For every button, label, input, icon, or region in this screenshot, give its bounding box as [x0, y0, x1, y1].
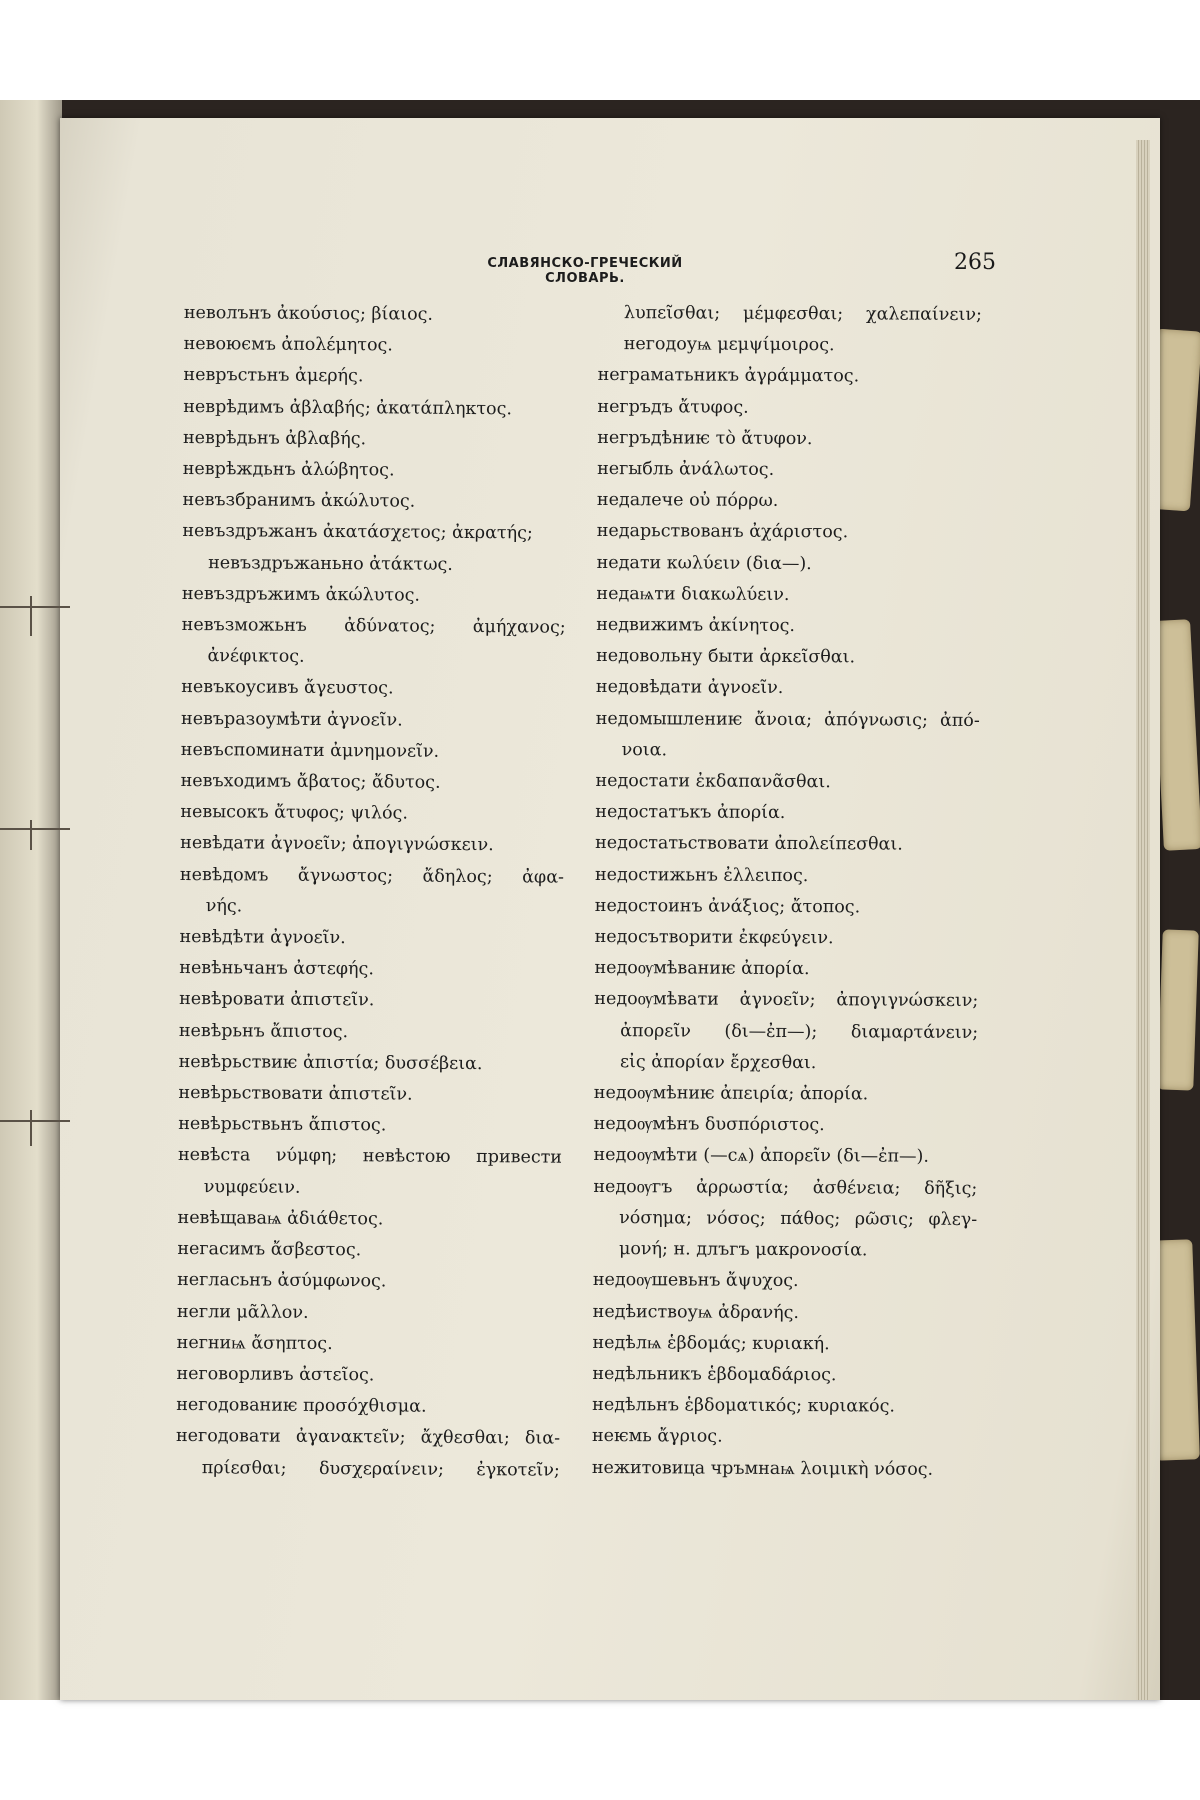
page-edge-stack — [1136, 140, 1150, 1700]
entry-continuation-line: πρίεσθαι; δυσχεραίνειν; ἐγκοτεῖν; — [201, 1457, 560, 1481]
entry-continuation-line: νοια. — [621, 739, 668, 761]
dictionary-entry: недати κωλύειν (δια—). — [596, 552, 812, 574]
dictionary-entry: недоѹмѣниѥ ἀπειρία; ἀπορία. — [593, 1083, 869, 1105]
dictionary-entry: недоѹмѣнъ δυσπόριστος. — [593, 1114, 825, 1136]
dictionary-entry: недостатъкъ ἀπορία. — [595, 802, 786, 824]
dictionary-entry: недоѹгъ ἀρρωστία; ἀσθένεια; δῆξις; — [593, 1176, 978, 1199]
dictionary-entry: невѣдомъ ἄγνωστος; ἄδηλος; ἀφα- — [179, 864, 565, 888]
dictionary-entry: неврѣждьнъ ἀλώβητος. — [182, 459, 395, 481]
dictionary-entry: невръстьнъ ἀμερής. — [183, 365, 364, 387]
dictionary-entry: недоѹмѣваниѥ ἀπορία. — [594, 958, 810, 980]
binding-stitch — [30, 1110, 32, 1146]
entry-continuation-line: νής. — [205, 896, 243, 917]
dictionary-entry: неграматьникъ ἀγράμματος. — [597, 365, 860, 387]
torn-paper-fragment — [1157, 929, 1199, 1090]
dictionary-entry: недостатьствовати ἀπολείπεσθαι. — [595, 833, 903, 856]
dictionary-entry: невѣдѣти ἀγνοεῖν. — [179, 927, 346, 949]
dictionary-entry: недостоинъ ἀνάξιος; ἄτοπος. — [594, 895, 861, 918]
left-column — [176, 298, 568, 1486]
binding-stitch — [30, 820, 32, 850]
dictionary-entry: недѣлѩ ἑβδομάς; κυριακή. — [592, 1332, 830, 1354]
dictionary-entry: недомышлениѥ ἄνοια; ἀπόγνωσις; ἀπό- — [595, 708, 980, 731]
dictionary-entry: недовѣдати ἀγνοεῖν. — [595, 677, 784, 699]
entry-continuation-line: νυμφεύειν. — [203, 1176, 301, 1198]
binding-stitch — [30, 596, 32, 636]
entry-continuation-line: ἀπορεῖν (δι—ἐπ—); διαμαρτάνειν; — [620, 1020, 979, 1043]
entry-continuation-line: νόσημα; νόσος; πάθος; ρῶσις; φλεγ- — [619, 1208, 978, 1230]
dictionary-entry: недостати ἐκδαπανᾶσθαι. — [595, 771, 831, 793]
dictionary-entry: невѣрьствьнъ ἄπιστος. — [178, 1114, 387, 1136]
right-column — [592, 298, 982, 1486]
dictionary-entry: невъкоусивъ ἄγευστος. — [181, 677, 394, 699]
dictionary-entry: невъспоминати ἀμνημονεῖν. — [180, 739, 440, 762]
running-head: СЛАВЯНСКО-ГРЕЧЕСКИЙ СЛОВАРЬ. — [487, 256, 683, 286]
dictionary-entry: невѣрьствовати ἀπιστεῖν. — [178, 1083, 413, 1105]
dictionary-entry: негръдъ ἄτυφος. — [597, 396, 749, 418]
entry-continuation-line: λυπεῖσθαι; μέμφεσθαι; χαλεπαίνειν; — [623, 303, 982, 326]
dictionary-entry: негасимъ ἄσβεστος. — [177, 1239, 362, 1261]
dictionary-entry: невъходимъ ἄβατος; ἄδυτος. — [180, 771, 441, 793]
entry-continuation-line: ἀνέφικτος. — [207, 646, 305, 668]
entry-continuation-line: εἰς ἀπορίαν ἔρχεσθαι. — [619, 1052, 817, 1074]
dictionary-entry: неговорливъ ἀστεῖος. — [176, 1363, 375, 1386]
entry-continuation-line: негодоуѩ μεμψίμοιρος. — [623, 334, 835, 356]
dictionary-entry: неврѣдьнъ ἀβλαβής. — [182, 427, 367, 450]
facing-page-edge — [0, 100, 62, 1700]
binding-stitch — [0, 1120, 70, 1122]
dictionary-entry: негыбль ἀνάλωτος. — [597, 459, 775, 480]
dictionary-entry: негодованиѥ προσόχθισμα. — [176, 1395, 427, 1417]
dictionary-entry: негласьнъ ἀσύμφωνος. — [177, 1270, 387, 1292]
dictionary-entry: невѣдати ἀγνοεῖν; ἀπογιγνώσκειν. — [180, 833, 494, 856]
dictionary-entry: недостижьнъ ἐλλειπος. — [594, 864, 809, 886]
dictionary-entry: невъздръжанъ ἀκατάσχετος; ἀκρατής; — [182, 521, 533, 544]
dictionary-entry: невъзбранимъ ἀκώλυτος. — [182, 490, 416, 512]
dictionary-entry: невѣньчанъ ἀστεφής. — [179, 958, 374, 980]
dictionary-entry: негодовати ἀγανακτεῖν; ἄχθεσθαι; δια- — [175, 1426, 561, 1449]
entry-continuation-line: невъздръжаньно ἀτάκτως. — [208, 552, 453, 575]
dictionary-entry: недарьствованъ ἀχάριστος. — [596, 521, 849, 543]
dictionary-entry: недалече οὐ πόρρω. — [596, 490, 779, 512]
dictionary-entry: недвижимъ ἀκίνητος. — [596, 615, 796, 637]
dictionary-entry: недѣльнъ ἑβδοματικός; κυριακός. — [592, 1395, 896, 1417]
dictionary-entry: недоѹшевьнъ ἄψυχος. — [592, 1270, 799, 1292]
dictionary-entry: недаѩти διακωλύειν. — [596, 583, 790, 605]
dictionary-entry: негниѩ ἄσηπτος. — [176, 1332, 333, 1354]
dictionary-entry: невъразоумѣти ἀγνοεῖν. — [180, 708, 403, 731]
dictionary-entry: невѣста νύμφη; невѣстою привести — [177, 1145, 563, 1169]
dictionary-entry: невъздръжимъ ἀκώλυτος. — [181, 583, 421, 606]
dictionary-entry: недовольну быти ἀρκεῖσθαι. — [596, 646, 856, 668]
dictionary-entry: невѣрьствиѥ ἀπιστία; δυσσέβεια. — [178, 1051, 483, 1074]
binding-stitch — [0, 606, 70, 608]
dictionary-entry: невысокъ ἄτυφος; ψιλός. — [180, 802, 409, 824]
dictionary-entry: негръдѣниѥ τὸ ἄτυφον. — [597, 427, 813, 449]
page-number: 265 — [954, 250, 996, 275]
dictionary-entry: нежитовица чръмнаѩ λοιμικὴ νόσος. — [591, 1457, 934, 1480]
dictionary-entry: неврѣдимъ ἀβλαβής; ἀκατάπληκτος. — [183, 396, 513, 419]
dictionary-entry: невъзможьнъ ἀδύνατος; ἀμήχανος; — [181, 615, 566, 638]
dictionary-entry: неволънъ ἀκούσιος; βίαιος. — [183, 302, 434, 325]
dictionary-entry: неѥмь ἄγριος. — [591, 1426, 723, 1447]
dictionary-entry: невѣщаваѩ ἀδιάθετος. — [177, 1207, 384, 1230]
dictionary-entry: недосътворити ἐκφεύγειν. — [594, 927, 834, 949]
binding-stitch — [0, 828, 70, 830]
dictionary-entry: недоѹмѣвати ἀγνοεῖν; ἀπογιγνώσκειν; — [594, 989, 979, 1012]
dictionary-entry: недѣльникъ ἑβδομαδάριος. — [592, 1363, 837, 1386]
dictionary-entry: недоѹмѣти (—сѧ) ἀπορεῖν (δι—ἐπ—). — [593, 1145, 929, 1168]
dictionary-entry: невѣровати ἀπιστεῖν. — [179, 989, 375, 1011]
dictionary-entry: недѣиствоуѩ ἀδρανής. — [592, 1301, 800, 1323]
dictionary-entry: негли μᾶλλον. — [176, 1301, 309, 1323]
entry-continuation-line: μονή; н. длъгъ μακρονοσία. — [618, 1239, 868, 1261]
dictionary-entry: невоюємъ ἀπολέμητος. — [183, 334, 393, 356]
dictionary-entry: невѣрьнъ ἄπιστος. — [178, 1020, 349, 1042]
